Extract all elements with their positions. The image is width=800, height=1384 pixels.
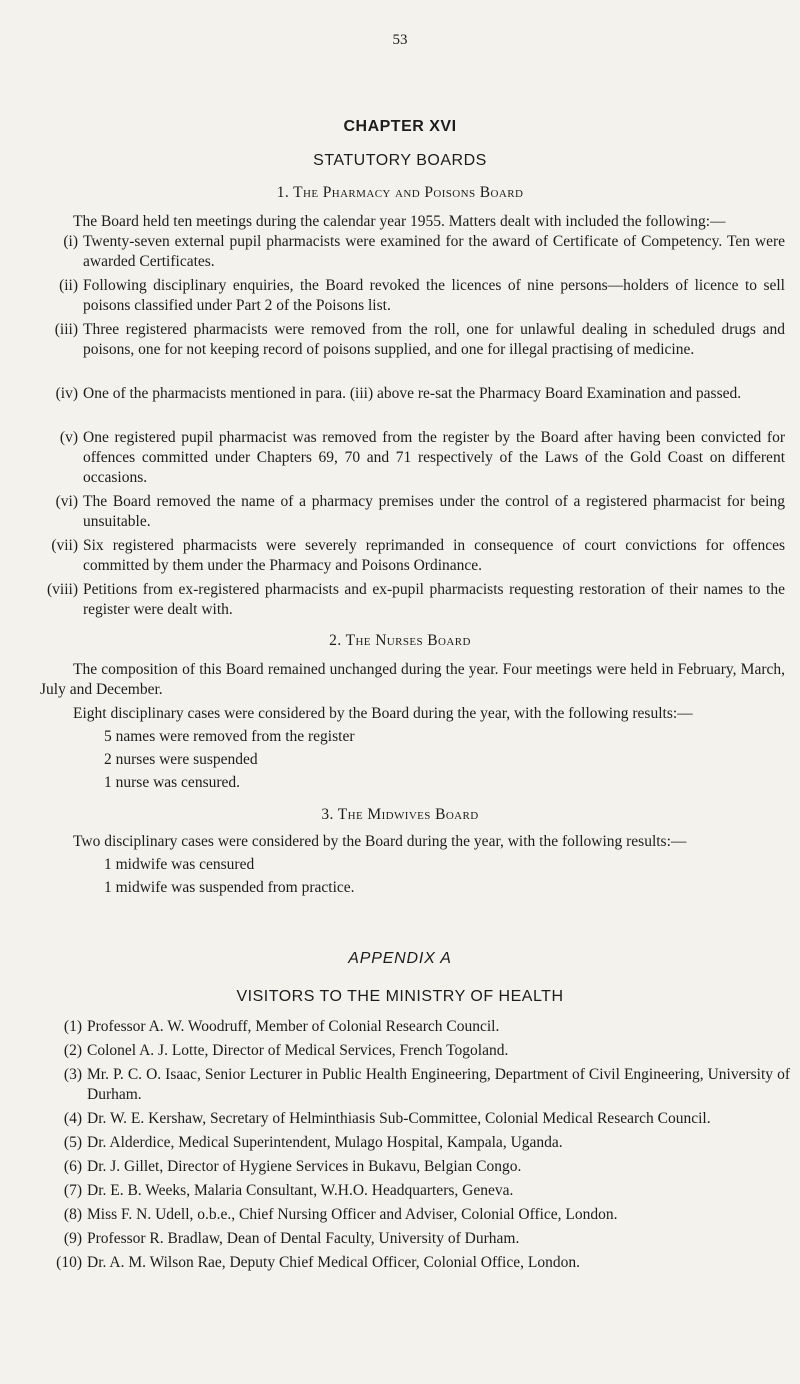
item-number: (i) [63, 233, 78, 250]
section-heading-midwives: 3. The Midwives Board [321, 806, 479, 823]
visitor-entry [50, 1157, 790, 1177]
item-number: (ii) [59, 277, 78, 294]
item-text: One registered pupil pharmacist was removed from the register by the Board after having been convicted for offences committed under Chapters 69, 70 and 71 respectively of the Laws of the Gold Coast on different occasions. [83, 429, 785, 486]
visitor-text: Dr. J. Gillet, Director of Hygiene Services in Bukavu, Belgian Congo. [87, 1158, 522, 1175]
pharmacy-item [40, 384, 785, 404]
visitor-number: (7) [63, 1182, 82, 1199]
visitor-entry [50, 1253, 790, 1273]
item-number: (iii) [54, 321, 78, 338]
nurses-result-line: 5 names were removed from the register [104, 728, 355, 745]
pharmacy-item [40, 536, 785, 576]
nurses-results-intro: Eight disciplinary cases were considered by the Board during the year, with the following results:— [73, 705, 693, 722]
section-heading-pharmacy: 1. The Pharmacy and Poisons Board [276, 184, 524, 201]
item-text: Twenty-seven external pupil pharmacists were examined for the award of Certificate of Competency. Ten were awarded Certificates. [83, 233, 785, 270]
visitor-number: (3) [63, 1066, 82, 1083]
nurses-result-line: 1 nurse was censured. [104, 774, 241, 791]
item-text: One of the pharmacists mentioned in para. (iii) above re-sat the Pharmacy Board Examination and passed. [83, 385, 742, 402]
chapter-title: CHAPTER XVI [343, 118, 457, 135]
visitor-number: (9) [63, 1230, 82, 1247]
visitor-text: Professor A. W. Woodruff, Member of Colonial Research Council. [87, 1018, 500, 1035]
visitor-number: (1) [63, 1018, 82, 1035]
pharmacy-item [40, 320, 785, 360]
nurses-result-line: 2 nurses were suspended [104, 751, 258, 768]
item-number: (iv) [55, 385, 78, 402]
visitor-text: Miss F. N. Udell, o.b.e., Chief Nursing Officer and Adviser, Colonial Office, London. [87, 1206, 618, 1223]
item-text: Petitions from ex-registered pharmacists and ex-pupil pharmacists requesting restoration of their names to the register were dealt with. [83, 581, 785, 618]
midwives-paragraph: Two disciplinary cases were considered by the Board during the year, with the following results:— [73, 833, 687, 850]
visitor-entry [50, 1133, 790, 1153]
visitor-text: Dr. W. E. Kershaw, Secretary of Helminthiasis Sub-Committee, Colonial Medical Research Council. [87, 1110, 711, 1127]
midwives-result-line: 1 midwife was censured [104, 856, 255, 873]
visitor-text: Dr. A. M. Wilson Rae, Deputy Chief Medical Officer, Colonial Office, London. [87, 1254, 580, 1271]
visitor-text: Professor R. Bradlaw, Dean of Dental Faculty, University of Durham. [87, 1230, 520, 1247]
item-number: (viii) [47, 581, 78, 598]
visitor-entry [50, 1205, 790, 1225]
pharmacy-item [40, 580, 785, 620]
item-number: (vii) [51, 537, 78, 554]
pharmacy-item [40, 232, 785, 272]
visitor-text: Mr. P. C. O. Isaac, Senior Lecturer in Public Health Engineering, Department of Civil Engineering, University of Durham. [87, 1066, 790, 1103]
visitor-number: (6) [63, 1158, 82, 1175]
item-number: (v) [59, 429, 78, 446]
item-text: Six registered pharmacists were severely reprimanded in consequence of court convictions for offences committed by them under the Pharmacy and Poisons Ordinance. [83, 537, 785, 574]
visitor-entry [50, 1229, 790, 1249]
visitor-entry [50, 1065, 790, 1105]
chapter-subtitle: STATUTORY BOARDS [313, 152, 487, 169]
appendix-title: APPENDIX A [348, 950, 452, 967]
visitor-entry [50, 1181, 790, 1201]
visitor-number: (4) [63, 1110, 82, 1127]
pharmacy-intro: The Board held ten meetings during the calendar year 1955. Matters dealt with included the following:— [73, 213, 726, 230]
visitor-text: Dr. E. B. Weeks, Malaria Consultant, W.H.O. Headquarters, Geneva. [87, 1182, 514, 1199]
visitor-number: (2) [63, 1042, 82, 1059]
nurses-paragraph: The composition of this Board remained unchanged during the year. Four meetings were held in February, March, July and December. [40, 661, 785, 698]
item-text: Three registered pharmacists were removed from the roll, one for unlawful dealing in scheduled drugs and poisons, one for not keeping record of poisons supplied, and one for illegal practising of medicine. [83, 321, 785, 358]
visitor-number: (10) [56, 1254, 82, 1271]
visitor-number: (5) [63, 1134, 82, 1151]
visitor-entry [50, 1017, 790, 1037]
midwives-result-line: 1 midwife was suspended from practice. [104, 879, 355, 896]
visitor-text: Dr. Alderdice, Medical Superintendent, Mulago Hospital, Kampala, Uganda. [87, 1134, 563, 1151]
visitor-entry [50, 1109, 790, 1129]
pharmacy-item [40, 428, 785, 488]
pharmacy-item [40, 276, 785, 316]
item-text: Following disciplinary enquiries, the Board revoked the licences of nine persons—holders of licence to sell poisons classified under Part 2 of the Poisons list. [83, 277, 785, 314]
pharmacy-item [40, 492, 785, 532]
visitor-number: (8) [63, 1206, 82, 1223]
visitor-entry [50, 1041, 790, 1061]
section-heading-nurses: 2. The Nurses Board [329, 632, 471, 649]
page-number: 53 [392, 32, 408, 48]
item-number: (vi) [55, 493, 78, 510]
item-text: The Board removed the name of a pharmacy premises under the control of a registered pharmacist for being unsuitable. [83, 493, 785, 530]
appendix-subtitle: VISITORS TO THE MINISTRY OF HEALTH [236, 988, 564, 1005]
visitor-text: Colonel A. J. Lotte, Director of Medical Services, French Togoland. [87, 1042, 509, 1059]
